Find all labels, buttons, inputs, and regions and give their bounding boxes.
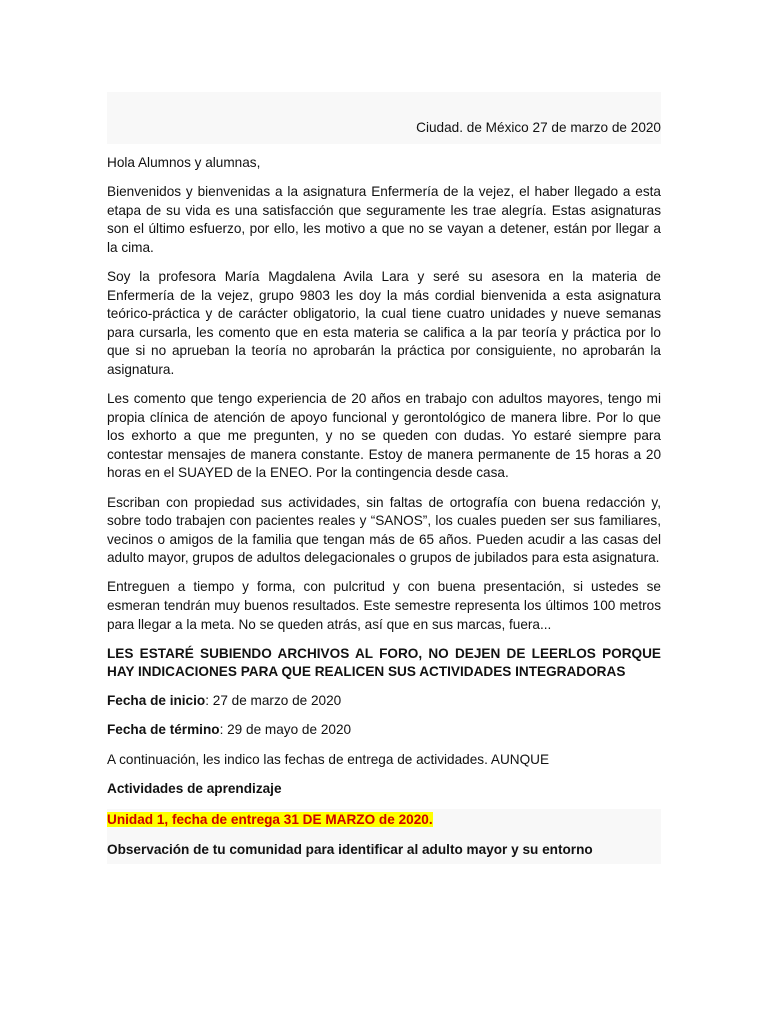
end-date-line [107, 721, 661, 740]
paragraph-professor: Soy la profesora María Magdalena Avila Lara y seré su asesora en la materia de Enfermería de la vejez, grupo 9803 les doy la más cordial bienvenida a esta asignatura teórico-práctica y de carácter obligatorio, la cual tiene cuatro unidades y nueve semanas para cursarla, les comento que en esta materia se califica a la par teoría y práctica por lo que si no aprueban la teoría no aprobarán la práctica por consiguiente, no aprobarán la asignatura. [107, 268, 661, 377]
paragraph-instructions: Escriban con propiedad sus actividades, sin faltas de ortografía con buena redacción y, sobre todo trabajen con pacientes reales y “SANOS”, los cuales pueden ser sus familiares, vecinos o amigos de la familia que tengan más de 65 años. Pueden acudir a las casas del adulto mayor, grupos de adultos delegacionales o grupos de jubilados para esta asignatura. [107, 494, 661, 566]
end-date-label: Fecha de término [107, 722, 220, 738]
forum-notice: LES ESTARÉ SUBIENDO ARCHIVOS AL FORO, NO DEJEN DE LEERLOS PORQUE HAY INDICACIONES PARA QUE REALICEN SUS ACTIVIDADES INTEGRADORAS [107, 645, 661, 680]
paragraph-deadlines: Entreguen a tiempo y forma, con pulcritud y con buena presentación, si ustedes se esmeran tendrán muy buenos resultados. Este semestre representa los últimos 100 metros para llegar a la meta. No se queden atrás, así que en sus marcas, fuera... [107, 579, 661, 632]
paragraph-experience: Les comento que tengo experiencia de 20 años en trabajo con adultos mayores, tengo mi propia clínica de atención de apoyo funcional y gerontológico de manera libre. Por lo que los exhorto a que me pregunten, y no se queden con dudas. Yo estaré siempre para contestar mensajes de manera constante. Estoy de manera permanente de 15 horas a 20 horas en el SUAYED de la ENEO. Por la contingencia desde casa. [107, 391, 661, 481]
start-date-line [107, 692, 661, 711]
date-header [107, 92, 661, 144]
document-page [107, 92, 661, 864]
unit-1-deadline: Unidad 1, fecha de entrega 31 DE MARZO de 2020. [107, 811, 433, 827]
schedule-intro: A continuación, les indico las fechas de entrega de actividades. AUNQUE [107, 751, 550, 767]
paragraph-welcome: Bienvenidos y bienvenidas a la asignatura Enfermería de la vejez, el haber llegado a esta etapa de su vida es una satisfacción que seguramente les trae alegría. Estas asignaturas son el último esfuerzo, por ello, les motivo a que no se vayan a detener, están por llegar a la cima. [107, 184, 661, 255]
start-date-value: : 27 de marzo de 2020 [205, 693, 342, 709]
greeting: Hola Alumnos y alumnas, [107, 155, 261, 170]
activities-heading: Actividades de aprendizaje [107, 780, 282, 796]
observation-title: Observación de tu comunidad para identificar al adulto mayor y su entorno [107, 835, 661, 864]
end-date-value: : 29 de mayo de 2020 [219, 722, 352, 738]
unit-1-block [107, 809, 661, 836]
date-line: Ciudad. de México 27 de marzo de 2020 [416, 120, 661, 136]
start-date-label: Fecha de inicio [107, 693, 206, 709]
